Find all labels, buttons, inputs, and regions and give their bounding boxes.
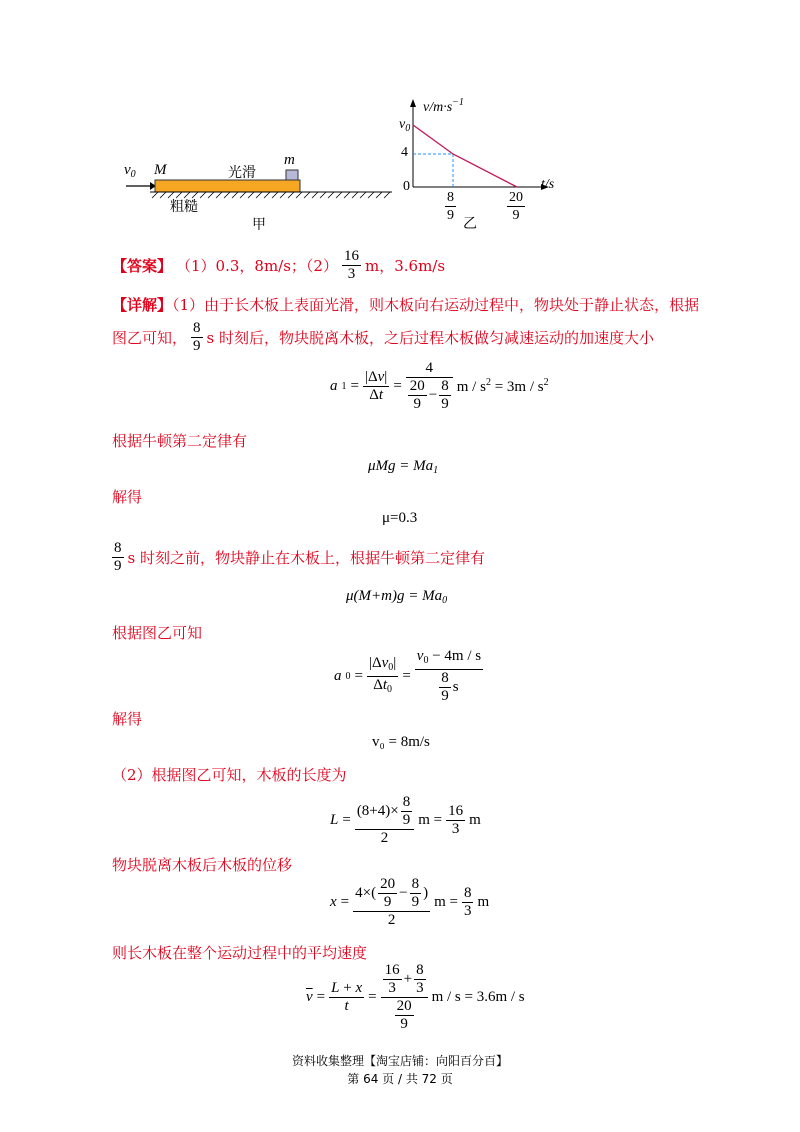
answer-part1: （1）0.3，8m/s；（2）	[176, 257, 338, 275]
figure-yi	[395, 95, 575, 235]
v0-result: v₀ = 8m/s	[372, 734, 430, 750]
formula-newton1: $\mu Mg = Ma_1$	[368, 458, 439, 476]
footer-shop: 资料收集整理【淘宝店铺：向阳百分百】	[291, 1054, 508, 1068]
x-axis-label: t/s	[541, 177, 555, 192]
before-line	[112, 540, 485, 575]
displacement-line: 物块脱离木板后木板的位移	[112, 856, 293, 874]
detail-line2	[112, 320, 654, 355]
origin-label: 0	[403, 179, 410, 194]
smooth-label: 光滑	[228, 165, 256, 181]
part2-line: （2）根据图乙可知，木板的长度为	[112, 766, 347, 784]
detail-text1: （1）由于长木板上表面光滑，则木板向右运动过程中，物块处于静止状态，根据	[172, 296, 700, 314]
formula-a1: a 1 = $\frac{|\Delta v|}{\Delta t}$ = 4 $\frac{20}{9}$ − $\frac{8}{9}$ $m / s^2 = 3m / s^2$	[330, 360, 549, 412]
from-graph-line: 根据图乙可知	[112, 624, 203, 642]
detail-tag: 【详解】	[112, 296, 173, 314]
before-fraction: $\frac{8}{9}$	[114, 540, 122, 574]
solve-line2: 解得	[112, 710, 143, 728]
formula-L: L = (8+4)× $\frac{8}{9}$ 2 m = $\frac{16}{3}$ m	[330, 794, 481, 846]
mass-m-label: m	[284, 152, 295, 168]
mass-M-label: M	[154, 162, 167, 178]
y-4-tick: 4	[401, 145, 408, 160]
mu-result: μ=0.3	[382, 510, 418, 526]
formula-x: x = 4×( $\frac{20}{9}$ − $\frac{8}{9}$ ) 2 m = $\frac{8}{3}$ m	[330, 876, 490, 928]
answer-tag: 【答案】	[112, 257, 173, 275]
time-fraction: $\frac{8}{9}$	[193, 320, 201, 354]
newton-line1: 根据牛顿第二定律有	[112, 432, 248, 450]
footer-page: 第 64 页 / 共 72 页	[347, 1072, 453, 1086]
y-axis-label: $v/m\cdot s^{-1}$	[423, 97, 464, 115]
figure-jia	[110, 150, 410, 240]
formula-a0: a 0 = $\frac{|\Delta v_0|}{\Delta t_0}$ = $v_0 - 4m / s$ $\frac{8}{9}$ s	[334, 648, 482, 704]
v0-label: $v_0$	[124, 162, 136, 180]
detail-text2a: 图乙可知，	[112, 329, 188, 347]
x-tick-8-9: 8 9	[447, 190, 454, 223]
detail-text2b: s 时刻后，物块脱离木板，之后过程木板做匀减速运动的加速度大小	[206, 329, 654, 347]
detail-line1	[112, 294, 699, 315]
caption-yi: 乙	[463, 216, 477, 232]
solve-line1: 解得	[112, 488, 143, 506]
answer-part2: m，3.6m/s	[364, 257, 446, 275]
formula-newton2: $\mu(M+m)g = Ma_0$	[346, 588, 448, 606]
answer-fraction: $\frac{16}{3}$	[343, 248, 359, 282]
caption-jia: 甲	[252, 217, 266, 233]
before-text: s 时刻之前，物块静止在木板上，根据牛顿第二定律有	[127, 549, 485, 567]
x-tick-20-9: 20 9	[509, 190, 523, 223]
rough-label: 粗糙	[170, 199, 198, 215]
avg-line: 则长木板在整个运动过程中的平均速度	[112, 944, 368, 962]
y-v0-tick: $v_0$	[399, 117, 411, 134]
vt-graph	[395, 95, 575, 235]
formula-vavg: $\overline{v}$ = $\frac{L + x}{t}$ = $\frac{16}{3}$ + $\frac{8}{3}$ $\frac{20}{9}$ m / s = 3.6m / s	[306, 962, 525, 1032]
answer-line	[112, 248, 445, 283]
